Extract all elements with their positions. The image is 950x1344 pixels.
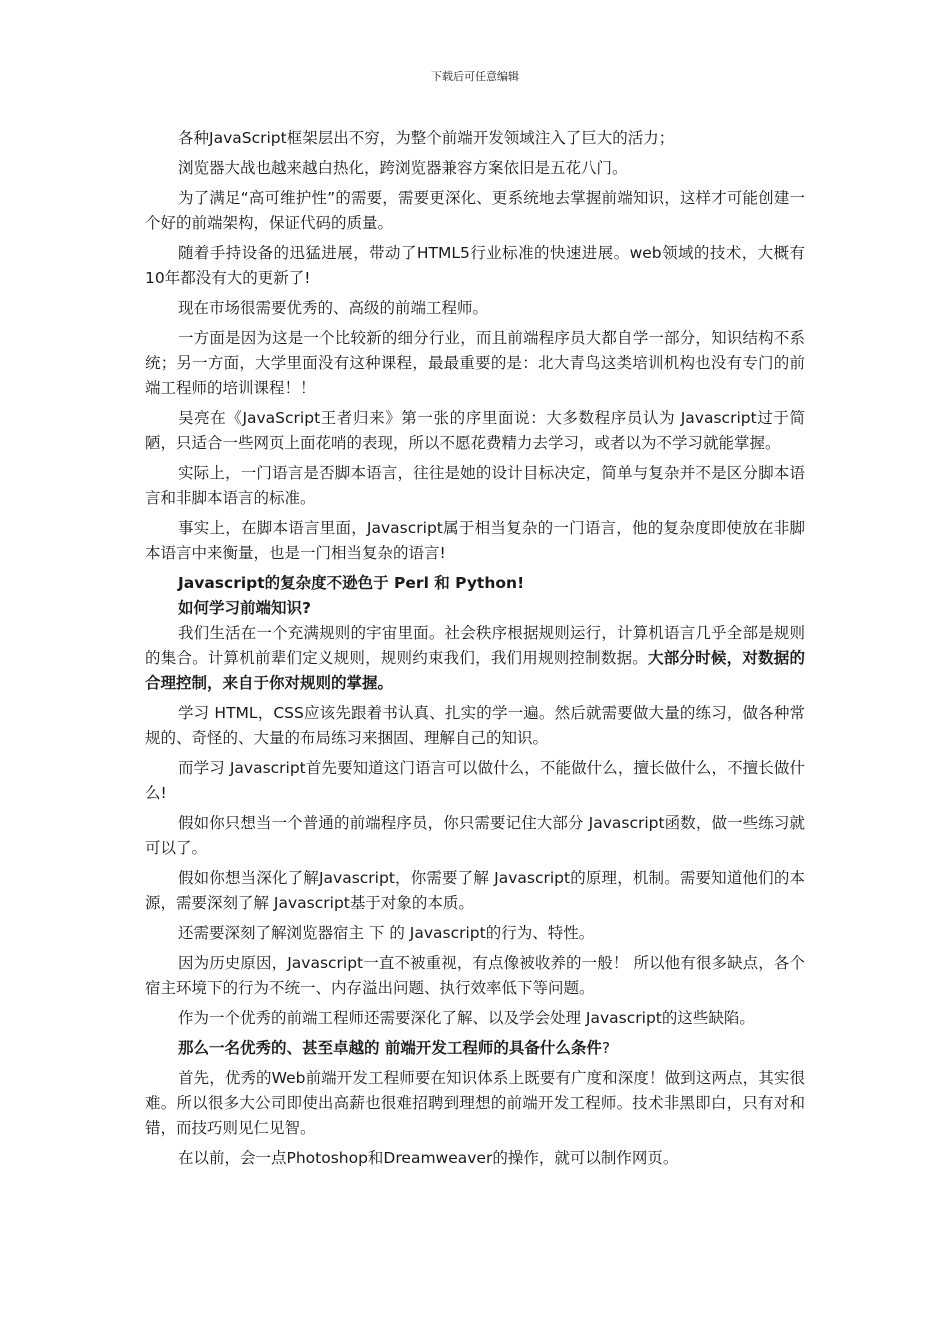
heading-javascript-complexity: Javascript的复杂度不逊色于 Perl 和 Python! — [178, 574, 525, 592]
page-header: 下载后可任意编辑 — [431, 70, 519, 83]
paragraph: 事实上，在脚本语言里面，Javascript属于相当复杂的一门语言，他的复杂度即使放在非脚本语言中来衡量，也是一门相当复杂的语言! — [145, 519, 805, 562]
paragraph: 还需要深刻了解浏览器宿主 下 的 Javascript的行为、特性。 — [178, 924, 595, 942]
heading-how-to-learn: 如何学习前端知识? — [178, 599, 311, 617]
heading-excellent-engineer-mark: ? — [601, 1039, 611, 1057]
paragraph: 吴亮在《JavaScript王者归来》第一张的序里面说：大多数程序员认为 Javascript过于简陋，只适合一些网页上面花哨的表现，所以不愿花费精力去学习，或者以为不学习就能掌握。 — [145, 409, 805, 452]
paragraph: 随着手持设备的迅猛进展，带动了HTML5行业标准的快速进展。web领域的技术，大概有10年都没有大的更新了! — [145, 244, 805, 287]
heading-excellent-engineer — [145, 1036, 805, 1061]
paragraph: 而学习 Javascript首先要知道这门语言可以做什么，不能做什么，擅长做什么，不擅长做什么! — [145, 759, 805, 802]
paragraph: 为了满足“高可维护性”的需要，需要更深化、更系统地去掌握前端知识，这样才可能创建一个好的前端架构，保证代码的质量。 — [145, 189, 805, 232]
paragraph: 浏览器大战也越来越白热化，跨浏览器兼容方案依旧是五花八门。 — [178, 159, 628, 177]
paragraph: 在以前，会一点Photoshop和Dreamweaver的操作，就可以制作网页。 — [178, 1149, 679, 1167]
paragraph-rules-bold: 大部分时候，对数据的合理控制，来自于你对规则的掌握。 — [145, 649, 805, 692]
document-body — [145, 126, 805, 1176]
paragraph: 学习 HTML，CSS应该先跟着书认真、扎实的学一遍。然后就需要做大量的练习，做各种常规的、奇怪的、大量的布局练习来捆固、理解自己的知识。 — [145, 704, 805, 747]
paragraph: 现在市场很需要优秀的、高级的前端工程师。 — [178, 299, 489, 317]
heading-excellent-engineer-bold: 那么一名优秀的、甚至卓越的 前端开发工程师的具备什么条件 — [178, 1039, 602, 1057]
paragraph: 各种JavaScript框架层出不穷，为整个前端开发领域注入了巨大的活力； — [178, 129, 675, 147]
paragraph: 首先，优秀的Web前端开发工程师要在知识体系上既要有广度和深度！做到这两点，其实很难。所以很多大公司即使出高薪也很难招聘到理想的前端开发工程师。技术非黑即白，只有对和错，而技巧则见仁见智。 — [145, 1069, 805, 1137]
paragraph: 因为历史原因，Javascript一直不被重视，有点像被收养的一般！ 所以他有很多缺点，各个宿主环境下的行为不统一、内存溢出问题、执行效率低下等问题。 — [145, 954, 805, 997]
paragraph: 作为一个优秀的前端工程师还需要深化了解、以及学会处理 Javascript的这些缺陷。 — [178, 1009, 755, 1027]
paragraph: 假如你想当深化了解Javascript，你需要了解 Javascript的原理，机制。需要知道他们的本源，需要深刻了解 Javascript基于对象的本质。 — [145, 869, 805, 912]
paragraph: 假如你只想当一个普通的前端程序员，你只需要记住大部分 Javascript函数，做一些练习就可以了。 — [145, 814, 805, 857]
paragraph: 一方面是因为这是一个比较新的细分行业，而且前端程序员大都自学一部分，知识结构不系统；另一方面，大学里面没有这种课程，最最重要的是：北大青鸟这类培训机构也没有专门的前端工程师的培训课程！！ — [145, 329, 805, 397]
paragraph: 实际上，一门语言是否脚本语言，往往是她的设计目标决定，简单与复杂并不是区分脚本语言和非脚本语言的标准。 — [145, 464, 805, 507]
paragraph-rules — [145, 621, 805, 696]
paragraph-rules-text: 我们生活在一个充满规则的宇宙里面。社会秩序根据规则运行，计算机语言几乎全部是规则的集合。计算机前辈们定义规则，规则约束我们，我们用规则控制数据。 — [145, 624, 805, 667]
